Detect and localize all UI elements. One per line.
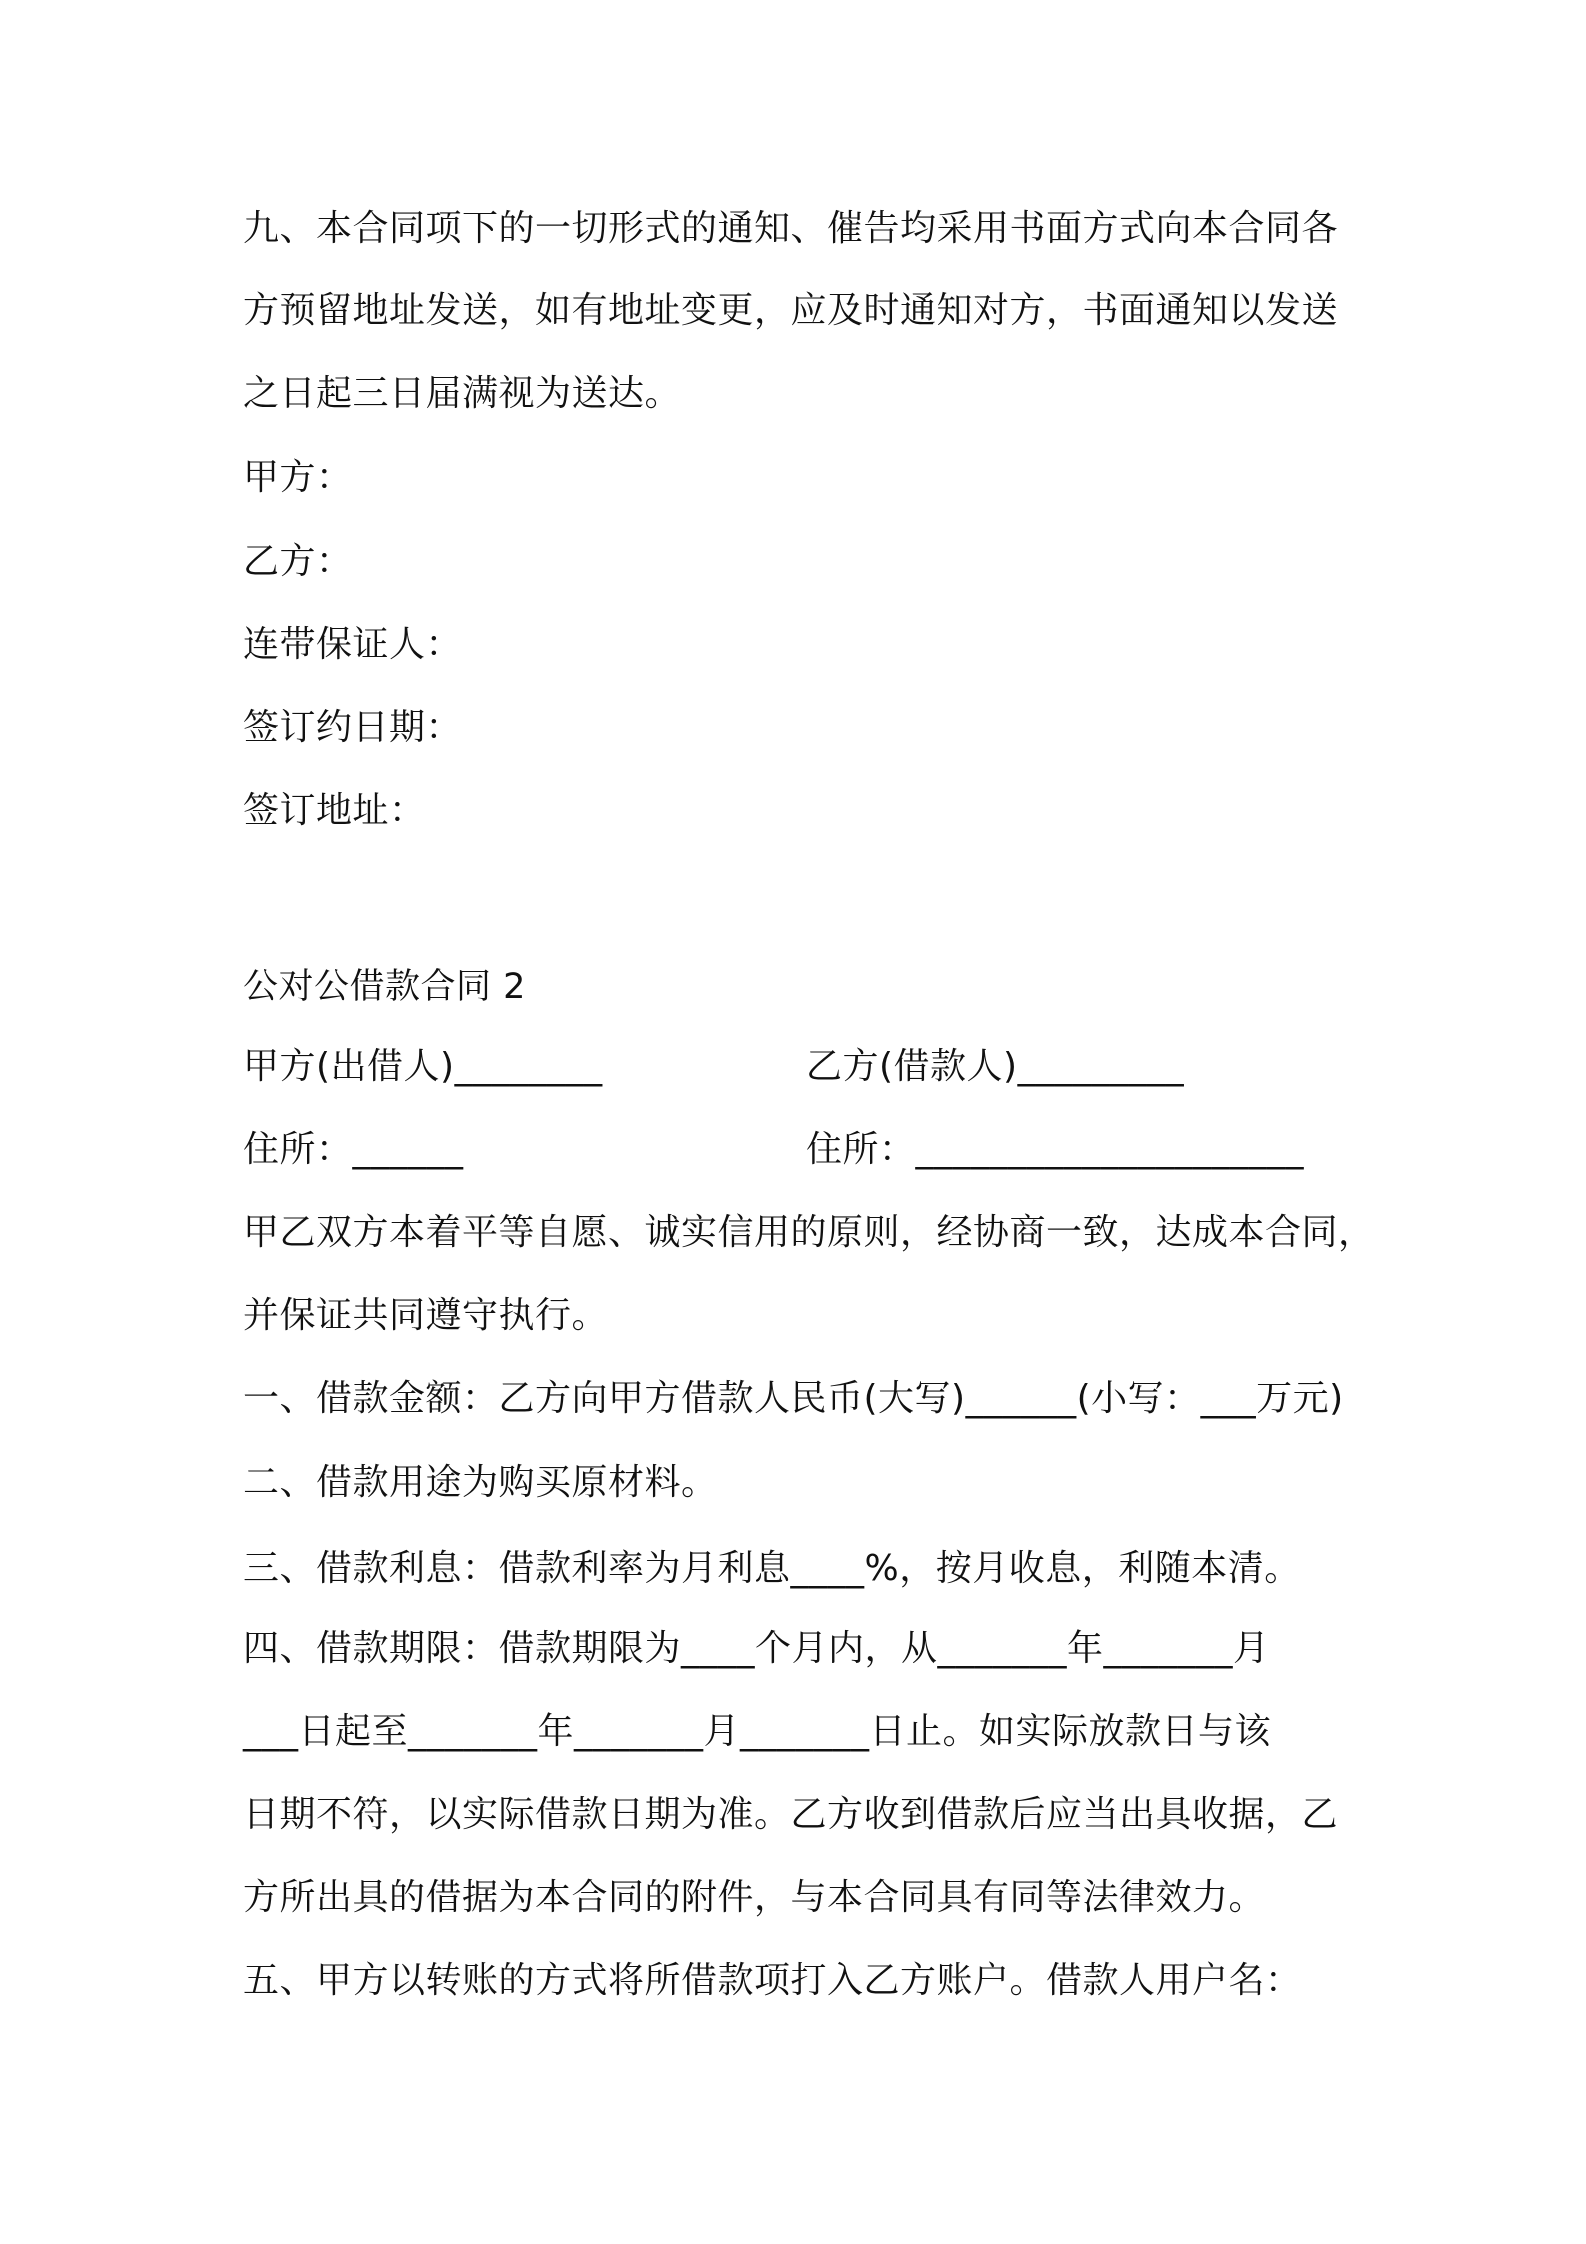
preamble-line-1: 甲乙双方本着平等自愿、诚实信用的原则，经协商一致，达成本合同，	[243, 1212, 1375, 1253]
clause-9-line-1: 九、本合同项下的一切形式的通知、催告均采用书面方式向本合同各	[243, 208, 1339, 249]
borrower-field: 乙方(借款人)_________	[806, 1046, 1185, 1087]
clause-9-line-2: 方预留地址发送，如有地址变更，应及时通知对方，书面通知以发送	[243, 290, 1339, 331]
clause-4-line-2: ___日起至_______年_______月_______日止。如实际放款日与该	[243, 1711, 1272, 1752]
clause-9-line-3: 之日起三日届满视为送达。	[243, 373, 682, 414]
signature-place: 签订地址：	[243, 790, 426, 831]
clause-4-line-1: 四、借款期限：借款期限为____个月内，从_______年_______月	[243, 1628, 1270, 1669]
signature-party-b: 乙方：	[243, 541, 353, 582]
clause-4-line-3: 日期不符，以实际借款日期为准。乙方收到借款后应当出具收据，乙	[243, 1794, 1339, 1835]
clause-3-interest: 三、借款利息：借款利率为月利息____%，按月收息，利随本清。	[243, 1548, 1301, 1589]
clause-1-amount: 一、借款金额：乙方向甲方借款人民币(大写)______(小写：___万元)	[243, 1378, 1344, 1419]
clause-2-purpose: 二、借款用途为购买原材料。	[243, 1462, 718, 1503]
clause-4-line-4: 方所出具的借据为本合同的附件，与本合同具有同等法律效力。	[243, 1877, 1266, 1918]
signature-guarantor: 连带保证人：	[243, 624, 463, 665]
lender-field: 甲方(出借人)________	[243, 1046, 603, 1087]
signature-date: 签订约日期：	[243, 707, 463, 748]
preamble-line-2: 并保证共同遵守执行。	[243, 1295, 609, 1336]
lender-address-field: 住所：______	[243, 1129, 464, 1170]
contract-2-title: 公对公借款合同 2	[243, 967, 526, 1007]
signature-party-a: 甲方：	[243, 457, 353, 498]
borrower-address-field: 住所：_____________________	[806, 1129, 1305, 1170]
clause-5-transfer: 五、甲方以转账的方式将所借款项打入乙方账户。借款人用户名：	[243, 1960, 1302, 2001]
